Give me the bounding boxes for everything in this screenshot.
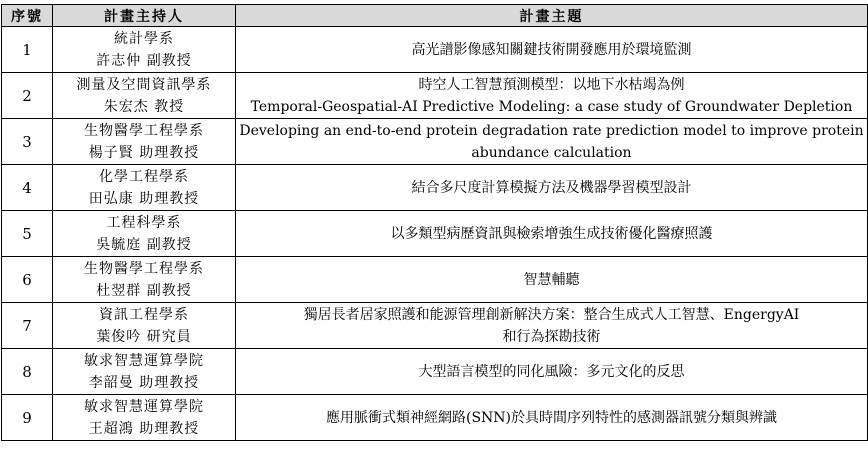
pi-department: 化學工程學系 (99, 168, 189, 185)
table-row (2, 303, 868, 349)
pi-name: 吳毓庭 副教授 (96, 236, 192, 253)
row-number: 9 (2, 395, 53, 441)
row-number: 3 (2, 119, 53, 165)
project-topic (236, 257, 868, 303)
pi-department: 敏求智慧運算學院 (84, 352, 204, 369)
pi-department: 生物醫學工程學系 (84, 260, 204, 277)
pi-department: 工程科學系 (106, 214, 182, 231)
table-row (2, 119, 868, 165)
topic-line: 大型語言模型的同化風險：多元文化的反思 (418, 363, 685, 380)
table-row (2, 211, 868, 257)
row-number: 4 (2, 165, 53, 211)
topic-line: 時空人工智慧預測模型：以地下水枯竭為例 (418, 76, 685, 93)
pi-name: 葉俊吟 研究員 (96, 328, 192, 345)
table-body (2, 27, 868, 441)
topic-line: abundance calculation (471, 144, 632, 161)
table-row (2, 349, 868, 395)
project-topic (236, 27, 868, 73)
header-pi: 計畫主持人 (53, 5, 236, 27)
row-number: 6 (2, 257, 53, 303)
topic-line: 和行為探勘技術 (502, 328, 601, 345)
project-topic (236, 73, 868, 119)
pi-department: 統計學系 (114, 30, 174, 47)
topic-line: 高光譜影像感知關鍵技術開發應用於環境監測 (411, 41, 692, 58)
principal-investigator (53, 211, 236, 257)
principal-investigator (53, 165, 236, 211)
pi-name: 許志仲 副教授 (96, 52, 192, 69)
pi-department: 測量及空間資訊學系 (76, 76, 212, 93)
table-row (2, 165, 868, 211)
principal-investigator (53, 73, 236, 119)
row-number: 5 (2, 211, 53, 257)
header-topic: 計畫主題 (236, 5, 868, 27)
project-topic (236, 303, 868, 349)
pi-name: 杜翌群 副教授 (96, 282, 192, 299)
table-row (2, 395, 868, 441)
project-topic (236, 395, 868, 441)
principal-investigator (53, 349, 236, 395)
topic-line: 以多類型病歷資訊與檢索增強生成技術優化醫療照護 (390, 225, 713, 242)
header-no: 序號 (2, 5, 53, 27)
project-topic (236, 119, 868, 165)
table-header (2, 5, 868, 27)
table-row (2, 27, 868, 73)
pi-department: 生物醫學工程學系 (84, 122, 204, 139)
topic-line: Developing an end-to-end protein degradation rate prediction model to improve protein (239, 122, 864, 139)
pi-name: 楊子賢 助理教授 (88, 144, 200, 161)
topic-line: 智慧輔聽 (523, 271, 580, 288)
project-table (1, 4, 868, 441)
row-number: 1 (2, 27, 53, 73)
table-row (2, 73, 868, 119)
topic-line: 獨居長者居家照護和能源管理創新解決方案：整合生成式人工智慧、EngergyAI (303, 306, 800, 323)
table-row (2, 257, 868, 303)
pi-department: 敏求智慧運算學院 (84, 398, 204, 415)
row-number: 2 (2, 73, 53, 119)
project-topic (236, 211, 868, 257)
header-row (2, 5, 868, 27)
pi-name: 李韶曼 助理教授 (88, 374, 200, 391)
principal-investigator (53, 119, 236, 165)
pi-name: 朱宏杰 教授 (103, 98, 185, 115)
pi-department: 資訊工程學系 (99, 306, 189, 323)
pi-name: 田弘康 助理教授 (88, 190, 200, 207)
row-number: 7 (2, 303, 53, 349)
row-number: 8 (2, 349, 53, 395)
project-topic (236, 165, 868, 211)
pi-name: 王超鴻 助理教授 (88, 420, 200, 437)
principal-investigator (53, 303, 236, 349)
topic-line: Temporal-Geospatial-AI Predictive Modeling: a case study of Groundwater Depletion (250, 98, 853, 115)
project-topic (236, 349, 868, 395)
topic-line: 結合多尺度計算模擬方法及機器學習模型設計 (411, 179, 692, 196)
principal-investigator (53, 395, 236, 441)
topic-line: 應用脈衝式類神經網路(SNN)於具時間序列特性的感測器訊號分類與辨識 (325, 409, 777, 426)
principal-investigator (53, 27, 236, 73)
principal-investigator (53, 257, 236, 303)
